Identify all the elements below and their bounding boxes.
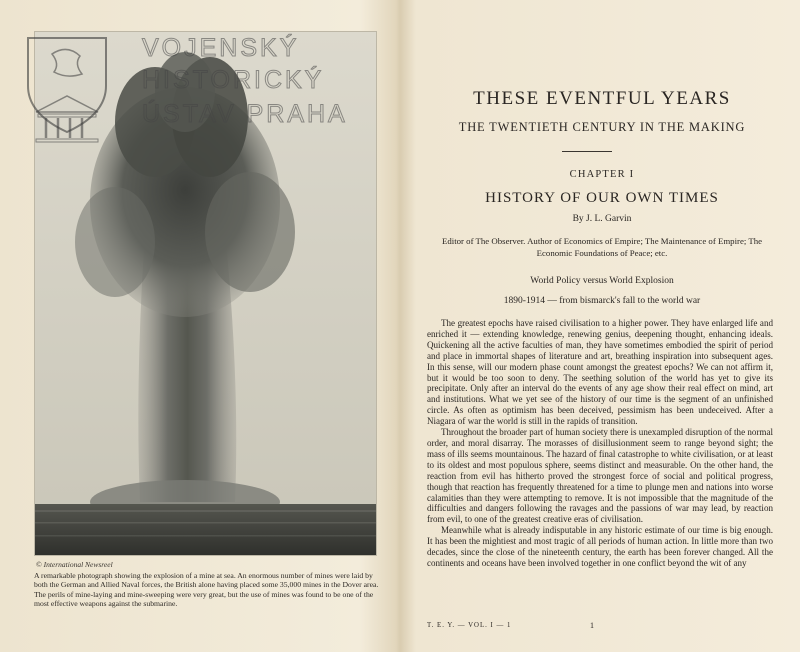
left-page xyxy=(0,0,398,652)
right-page xyxy=(402,0,800,652)
paragraph: The greatest epochs have raised civilisation to a higher power. They have enlarged life and enriched it — extending knowledge, renewing genius, deepening thought, enhancing ideals. Quickening all the active faculties of man, they have sometimes embodied the spirit of period and place in immortal shapes of literature and art, breathing inspiration into subsequent ages. In this sense, will our modern phase count amongst the greatest epochs? We can not affirm it, but it would be too soon to deny. The seething solution of the world has yet to give its precipitate. Only after an interval do the events of any age show their real effect on mind, art and institutions. What we yet see of the history of our time is the segment of an unfinished circle. As often as optimism has been deceived, pessimism has been undeceived. After a Niagara of war the world is still in the rapids of transition. xyxy=(427,318,773,427)
title-divider xyxy=(562,151,612,152)
page-number: 1 xyxy=(590,621,594,630)
watermark-line-1: VOJENSKÝ xyxy=(142,34,300,62)
watermark-line-2: HISTORICKÝ xyxy=(142,66,325,94)
book-subtitle: THE TWENTIETH CENTURY IN THE MAKING xyxy=(458,120,746,134)
book-title: THESE EVENTFUL YEARS xyxy=(473,88,731,109)
chapter-body xyxy=(427,318,773,569)
photo-credit: © International Newsreel xyxy=(36,560,113,569)
archive-watermark xyxy=(22,34,382,159)
signature-mark: T. E. Y. — VOL. I — 1 xyxy=(427,622,512,629)
chapter-number: CHAPTER I xyxy=(569,169,635,180)
chapter-title: HISTORY OF OUR OWN TIMES xyxy=(485,190,719,206)
watermark-line-3: ÚSTAV PRAHA xyxy=(142,100,348,128)
photo-caption: A remarkable photograph showing the explosion of a mine at sea. An enormous number of mines were laid by both the German and Allied Naval forces, the British alone having placed some 35,000 mines in the Dover area. The perils of mine-laying and mine-sweeping were very great, but the use of mines was found to be one of the most effective weapons against the submarine. xyxy=(34,571,379,609)
author-line: By J. L. Garvin xyxy=(572,214,632,224)
author-credentials: Editor of The Observer. Author of Economics of Empire; The Maintenance of Empire; The Economic Foundations of Peace; etc. xyxy=(441,236,763,258)
paragraph: Throughout the broader part of human society there is unexampled disruption of the normal order, and moral disarray. The morasses of disillusionment seem to range beyond sight; the mass of ills seems mountainous. The hazard of final catastrophe to white civilisation, or at least to its oldest and most populous sphere, seems distinct and measurable. On the other hand, the reaction from evil has hitherto proved the strongest force of social and political progress, though that reaction has frequently threatened for a time to plunge men and nations into worse calamities than they were attempting to remove. It is not impossible that the magnitude of the difficulties and dangers following the ravages and the passions of war may lead, by reaction from evil, to one of the greatest creative eras of civilisation. xyxy=(427,427,773,525)
section-heading: World Policy versus World Explosion xyxy=(530,276,674,286)
date-heading: 1890-1914 — from bismarck's fall to the world war xyxy=(503,296,701,306)
paragraph: Meanwhile what is already indisputable in any historic estimate of our time is big enough. It has been the mightiest and most tragic of all periods of human action. In little more than two decades, since the close of the nineteenth century, the earth has been forever changed. All the continents and oceans have been involved together in one conflict beyond the wit of any xyxy=(427,525,773,568)
coat-of-arms-icon xyxy=(22,34,112,159)
